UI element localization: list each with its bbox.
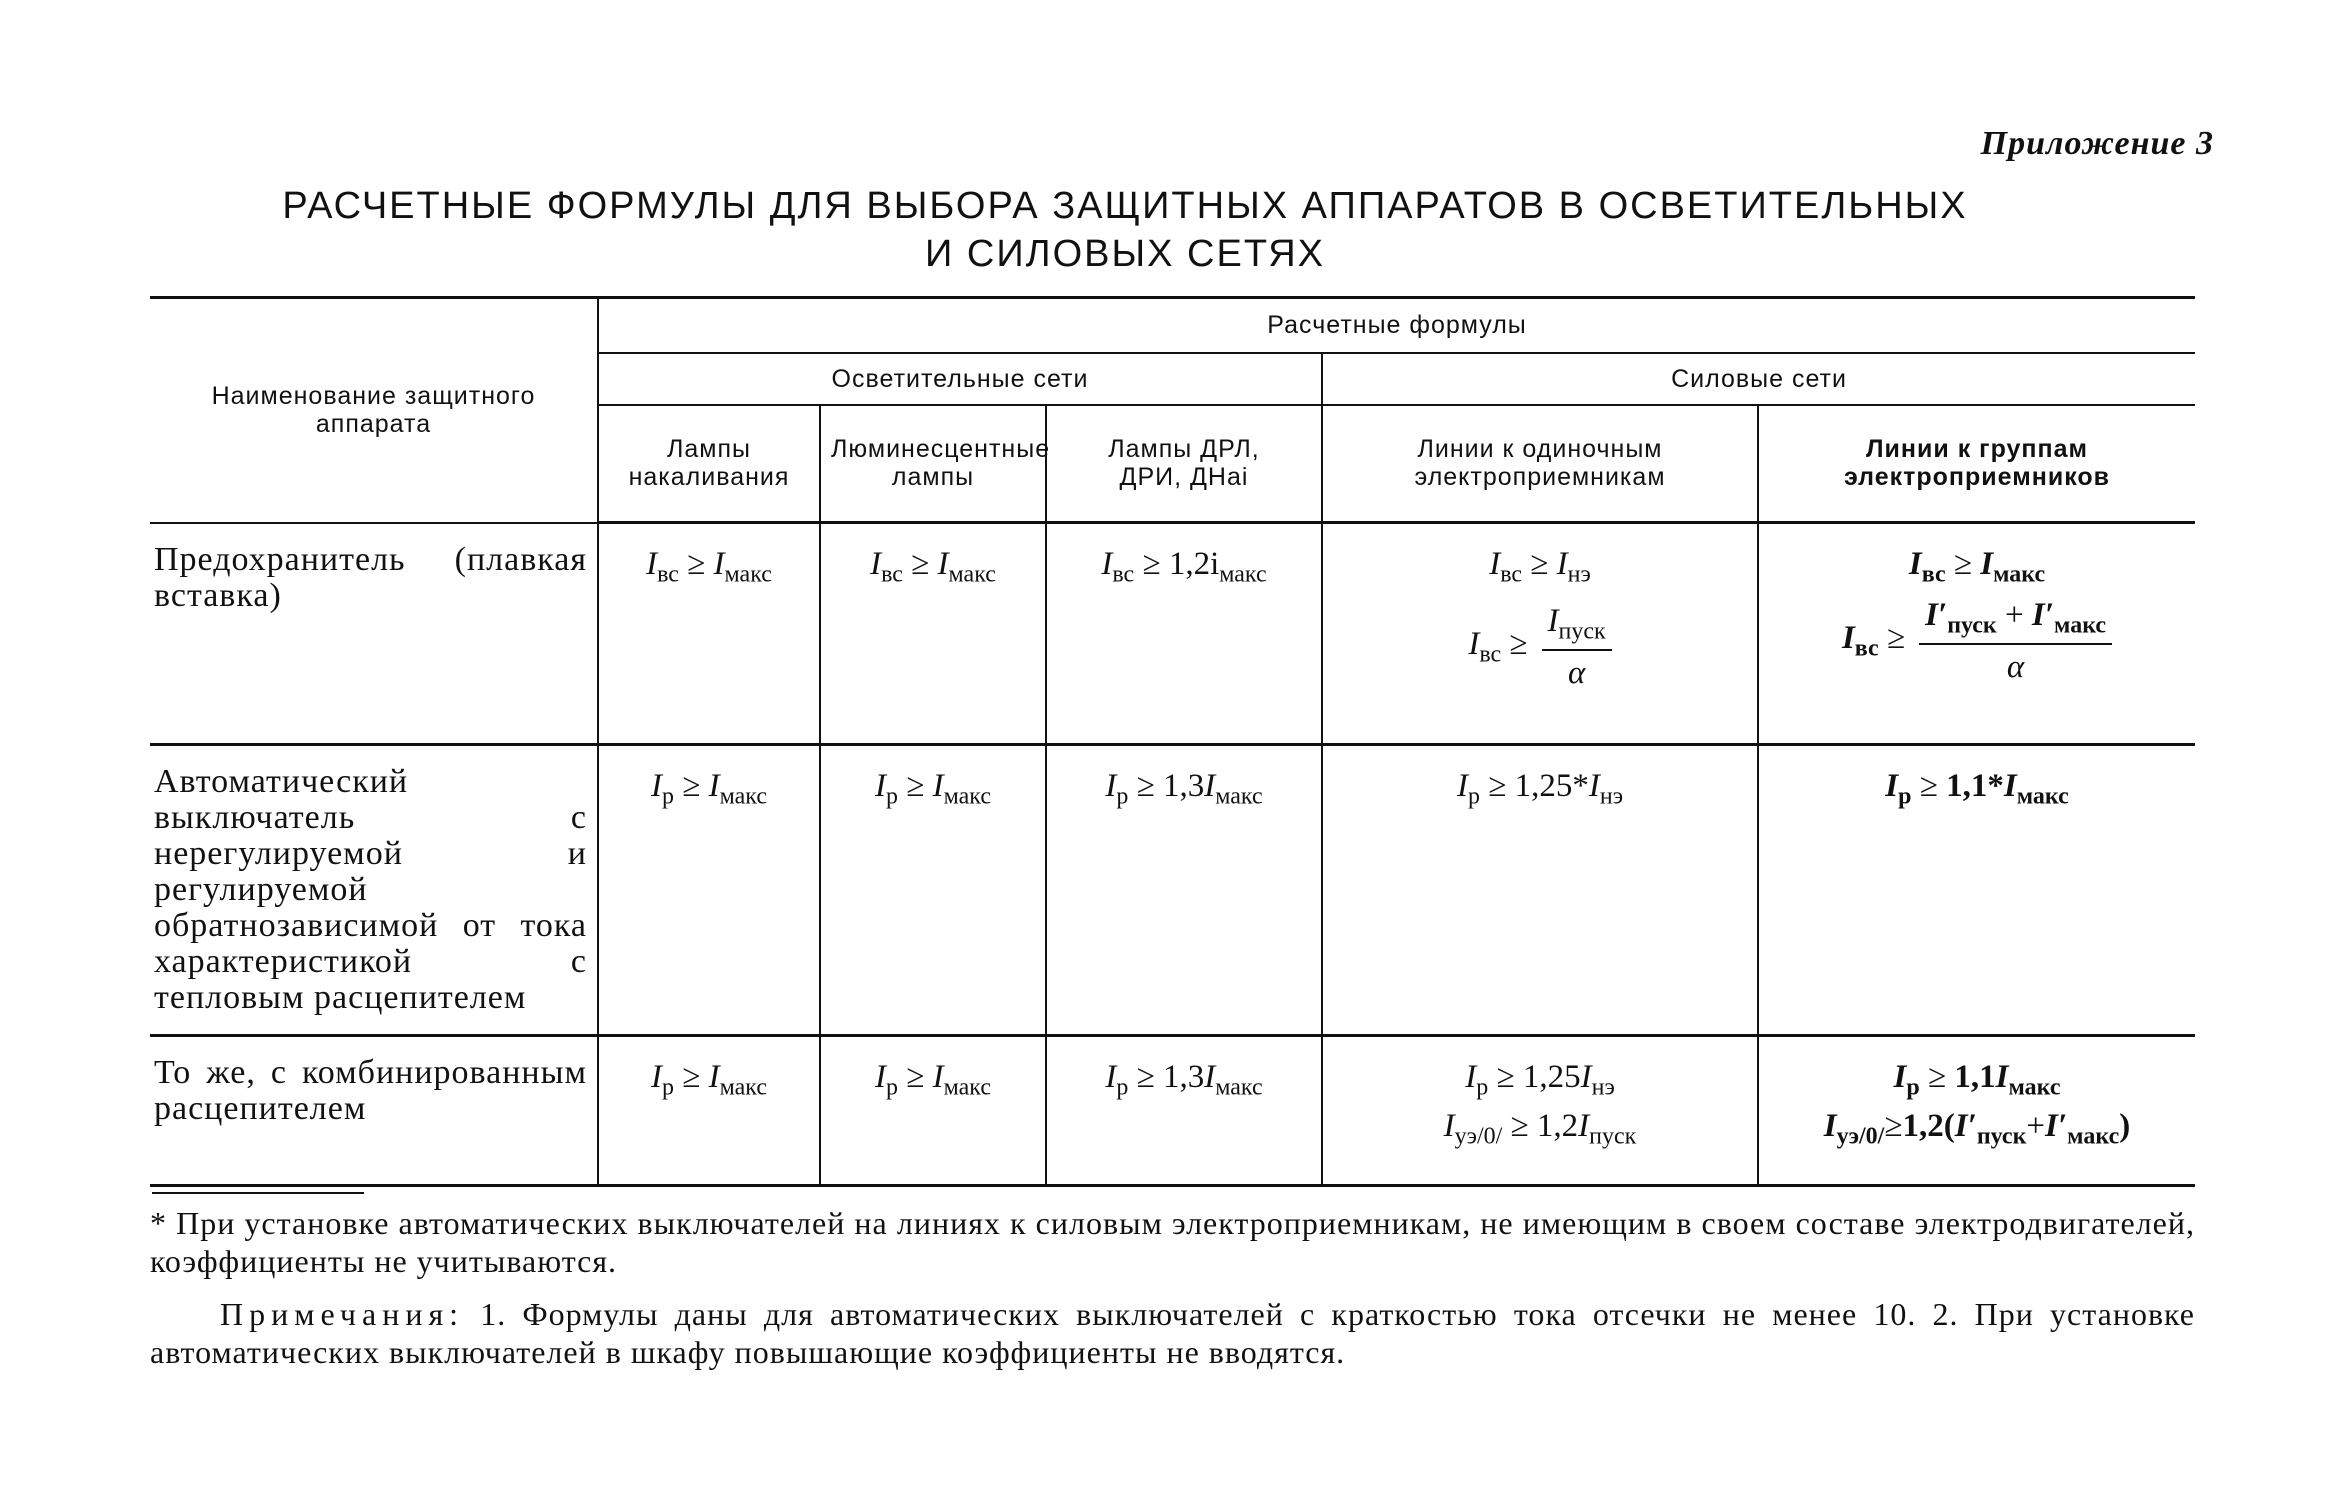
formula-cell: $I_{вс} \ge 1,2i_{макс}$ [1046,523,1322,745]
formula-cell: $I_р \ge I_{макс}$ [820,1036,1046,1186]
formula-cell: $I_р \ge 1,1*I_{макс}$ [1758,745,2195,1036]
table-row [150,523,2195,745]
notes-text: 1. Формулы даны для автоматических выключателей с краткостью тока отсечки не менее 10. 2. При установке автоматических выключателей в шкафу повышающие коэффициенты не вводятся. [150,1296,2195,1370]
title-line-1: РАСЧЕТНЫЕ ФОРМУЛЫ ДЛЯ ВЫБОРА ЗАЩИТНЫХ АППАРАТОВ В ОСВЕТИТЕЛЬНЫХ [282,185,1968,227]
header-lighting-networks: Осветительные сети [598,353,1322,405]
page-title [250,182,2000,278]
row-fuse-name: Предохранитель (плавкая вставка) [150,523,598,745]
footnote: * При установке автоматических выключателей на линиях к силовым электроприемникам, не имеющим в своем составе электродвигателей, коэффициенты не учитываются. [150,1205,2195,1279]
formula-line: $I_{вс} \ge I_{макс}$ [1908,546,2046,588]
appendix-label: Приложение 3 [1980,125,2214,162]
formula-line: $I_р \ge 1,25I_{нэ}$ [1465,1059,1615,1101]
header-group-receivers: Линии к группам электроприемников [1758,405,2195,523]
notes-label: Примечания: [220,1296,465,1332]
formula-line: $I_{вс}$ ≥ $\frac{I_{пуск}}{\alpha}$ [1323,603,1757,693]
header-power-networks: Силовые сети [1322,353,2195,405]
formula-cell: $I_р \ge 1,3I_{макс}$ [1046,1036,1322,1186]
fraction: $\frac{I_{пуск}}{\alpha}$ [1542,603,1612,693]
header-incandescent: Лампы накаливания [598,405,820,523]
row-breaker-combined-name: То же, с комбинированным расцепителем [150,1036,598,1186]
formula-line: $I_{уэ/0/} \ge 1,2I_{пуск}$ [1443,1107,1637,1150]
title-line-2: И СИЛОВЫХ СЕТЯХ [925,233,1325,275]
formula-cell: $I_р \ge 1,25*I_{нэ}$ [1322,745,1758,1036]
header-apparatus-name: Наименование защитного аппарата [150,298,598,523]
formula-cell: $I_р \ge I_{макс}$ [820,745,1046,1036]
formulas-table [150,296,2195,1187]
formula-cell: $I_р \ge I_{макс}$ [598,745,820,1036]
formula-cell [1322,523,1758,745]
row-breaker-thermal-name: Автоматический выключатель с нерегулируемой и регулируемой обратнозависимой от тока характеристикой с тепловым расцепителем [150,745,598,1036]
table-row [150,745,2195,1036]
formula-cell: $I_р \ge I_{макс}$ [598,1036,820,1186]
formula-cell [1758,1036,2195,1186]
notes [150,1295,2195,1371]
formula-line: $I_{уэ/0/}\ge 1,2(I'_{пуск}+I'_{макс})$ [1823,1107,2131,1150]
formula-line: $I_{вс} \ge I_{нэ}$ [1489,546,1591,588]
header-fluorescent: Люминесцентные лампы [820,405,1046,523]
formula-line: $I_{вс}$ ≥ $\frac{I'_{пуск} + I'_{макс}}{\alpha}$ [1759,597,2195,687]
header-drl: Лампы ДРЛ, ДРИ, ДНаi [1046,405,1322,523]
table-row [150,1036,2195,1186]
header-single-receivers: Линии к одиночным электроприемникам [1322,405,1758,523]
formula-cell [1758,523,2195,745]
formula-cell [1322,1036,1758,1186]
footnote-rule [152,1192,364,1194]
formula-cell: $I_{вс} \ge I_{макс}$ [598,523,820,745]
fraction: $\frac{I'_{пуск} + I'_{макс}}{\alpha}$ [1919,597,2112,687]
header-formulas: Расчетные формулы [598,298,2195,353]
formula-line: $I_р \ge 1,1I_{макс}$ [1893,1059,2061,1101]
formula-cell: $I_р \ge 1,3I_{макс}$ [1046,745,1322,1036]
formula-cell: $I_{вс} \ge I_{макс}$ [820,523,1046,745]
